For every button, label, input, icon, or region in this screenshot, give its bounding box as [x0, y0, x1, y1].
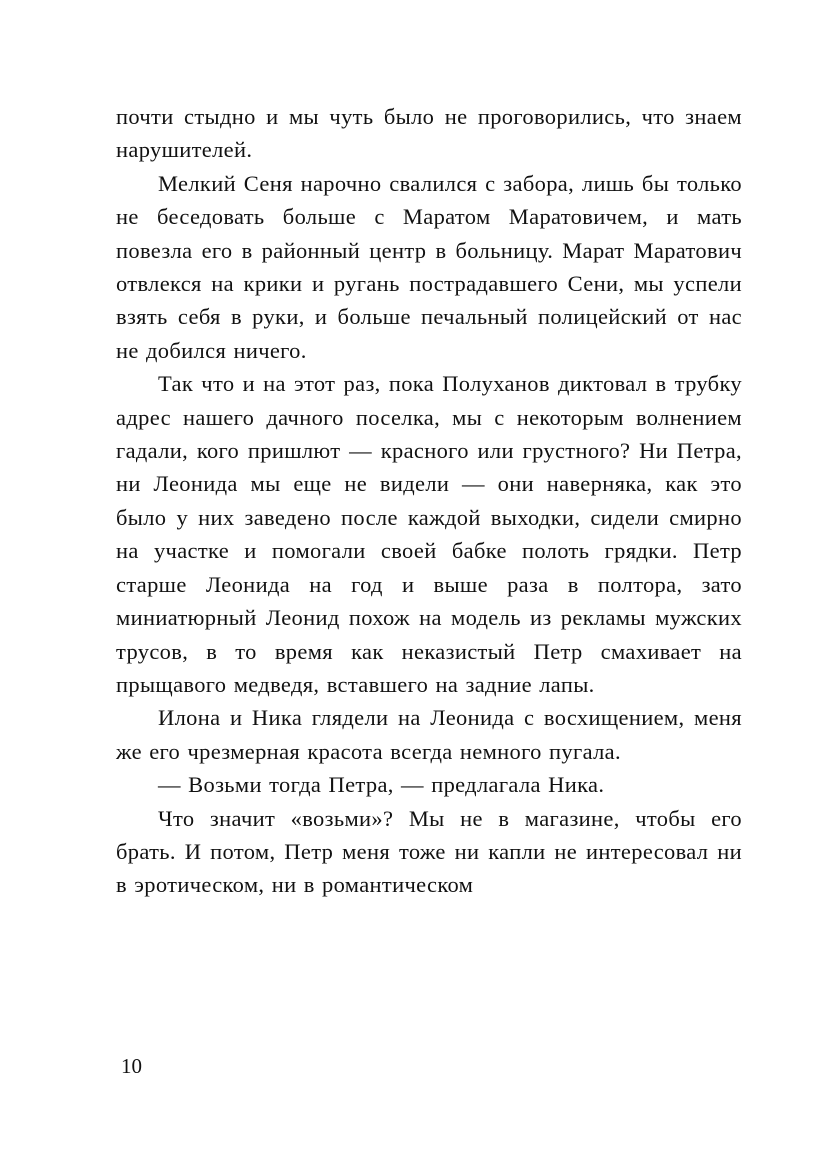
- page-number: 10: [121, 1054, 142, 1078]
- paragraph: Мелкий Сеня нарочно свалился с забора, лишь бы только не беседовать больше с Маратом Маратовичем, и мать повезла его в районный центр в больницу. Марат Маратович отвлекся на крики и ругань пострадавшего Сени, мы успели взять себя в руки, и больше печальный полицейский от нас не добился ничего.: [116, 170, 742, 363]
- page-text: [116, 100, 742, 902]
- paragraph: Что значит «возьми»? Мы не в магазине, чтобы его брать. И потом, Петр меня тоже ни капли не интересовал ни в эротическом, ни в романтическом: [116, 805, 742, 898]
- paragraph: Так что и на этот раз, пока Полуханов диктовал в трубку адрес нашего дачного поселка, мы с некоторым волнением гадали, кого пришлют — красного или грустного? Ни Петра, ни Леонида мы еще не видели — они наверняка, как это было у них заведено после каждой выходки, сидели смирно на участке и помогали своей бабке полоть грядки. Петр старше Леонида на год и выше раза в полтора, зато миниатюрный Леонид похож на модель из рекламы мужских трусов, в то время как неказистый Петр смахивает на прыщавого медведя, вставшего на задние лапы.: [116, 371, 742, 697]
- paragraph: Илона и Ника глядели на Леонида с восхищением, меня же его чрезмерная красота всегда немного пугала.: [116, 705, 742, 764]
- paragraph: почти стыдно и мы чуть было не проговорились, что знаем нарушителей.: [116, 104, 742, 163]
- paragraph: — Возьми тогда Петра, — предлагала Ника.: [158, 772, 605, 798]
